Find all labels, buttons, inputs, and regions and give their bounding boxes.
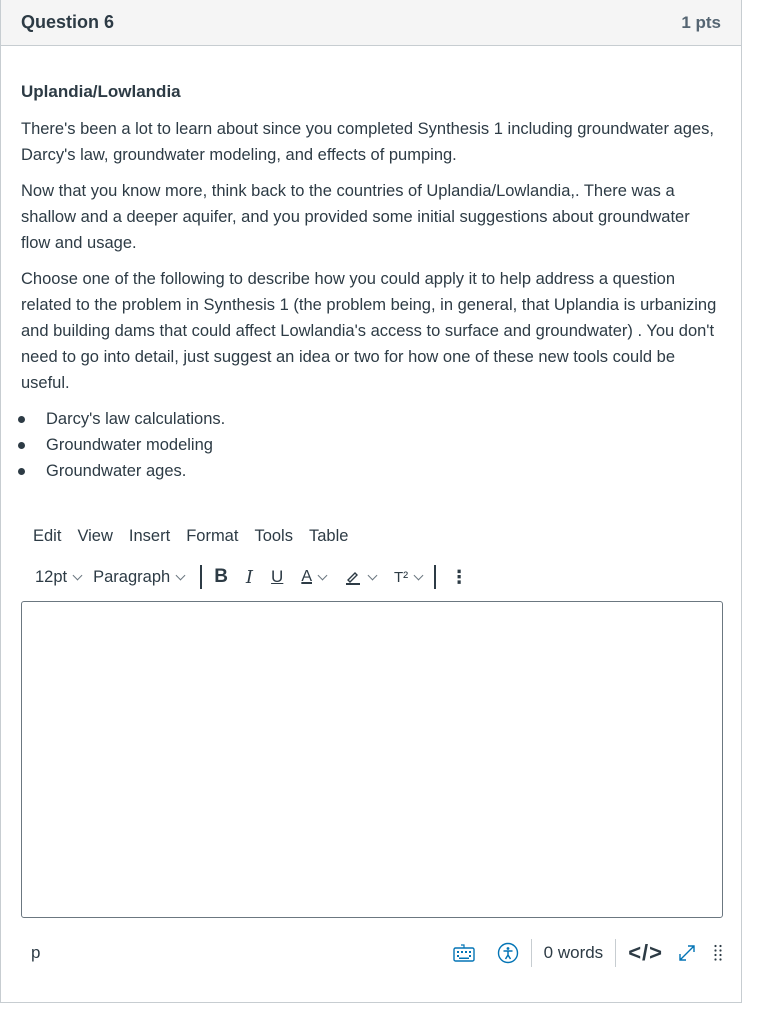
html-editor-toggle[interactable]: </> [628,940,663,965]
block-format-select[interactable] [93,568,184,587]
menu-tools[interactable]: Tools [254,527,293,545]
toolbar-divider [200,565,202,589]
drag-handle-icon [713,943,723,963]
question-paragraph: Now that you know more, think back to the countries of Uplandia/Lowlandia,. There was a shallow and a deeper aquifer, and you provided some initial suggestions about groundwater flow and usage. [21,182,690,252]
menu-insert[interactable]: Insert [128,527,171,545]
question-header [1,0,741,46]
list-item [21,432,721,458]
superscript-button[interactable] [394,569,422,586]
question-body [1,82,741,484]
bullet-icon [18,442,25,449]
font-size-value: 12pt [35,567,68,586]
list-item [21,406,721,432]
menu-edit[interactable]: Edit [33,527,62,545]
chevron-down-icon [176,570,186,580]
list-item [21,458,721,484]
bullet-icon [18,468,25,475]
highlight-color-button[interactable] [344,568,376,586]
statusbar-tools [453,939,723,967]
question-subtitle: Uplandia/Lowlandia [21,82,181,101]
superscript-icon: T² [394,568,409,586]
font-size-select[interactable] [35,568,81,587]
options-list [21,406,721,484]
highlighter-icon [344,568,362,586]
bullet-icon [18,416,25,423]
question-title: Question 6 [21,12,115,32]
statusbar-divider [615,939,616,967]
text-color-icon: A [301,568,312,585]
fullscreen-button[interactable] [677,943,697,963]
expand-icon [677,943,697,963]
chevron-down-icon [318,570,328,580]
word-count[interactable]: 0 words [543,943,604,962]
element-path[interactable]: p [31,943,41,962]
menu-view[interactable]: View [77,527,113,545]
list-item-label: Groundwater modeling [46,436,213,454]
block-format-value: Paragraph [93,567,171,586]
keyboard-shortcuts-button[interactable] [453,943,475,963]
text-color-button[interactable] [301,568,326,586]
accessibility-checker-button[interactable] [497,942,519,964]
bold-button[interactable]: B [214,566,228,587]
rich-text-editor[interactable] [21,601,723,918]
editor-menubar [33,527,364,546]
question-paragraph: Choose one of the following to describe how you could apply it to help address a question related to the problem in Synthesis 1 (the problem being, in general, that Uplandia is urbanizing and building dams that could affect Lowlandia's access to surface and groundwater) . You don't need to go into detail, just suggest an idea or two for how one of these new tools could be useful. [21,270,717,392]
accessibility-icon [497,942,519,964]
toolbar-divider [434,565,436,589]
editor-statusbar [21,935,723,971]
chevron-down-icon [414,570,424,580]
chevron-down-icon [73,570,83,580]
more-options-button[interactable]: ⋮ [450,566,469,587]
statusbar-divider [531,939,532,967]
resize-handle[interactable] [713,943,723,963]
question-points: 1 pts [681,12,721,32]
editor-toolbar [35,563,486,591]
italic-button[interactable]: I [245,566,254,588]
keyboard-icon [453,943,475,963]
question-paragraph: There's been a lot to learn about since you completed Synthesis 1 including groundwater ages, Darcy's law, groundwater modeling, and effects of pumping. [21,120,714,164]
menu-table[interactable]: Table [308,527,349,545]
underline-button[interactable]: U [271,567,284,586]
chevron-down-icon [368,570,378,580]
list-item-label: Groundwater ages. [46,462,187,480]
list-item-label: Darcy's law calculations. [46,410,226,428]
menu-format[interactable]: Format [186,527,239,545]
